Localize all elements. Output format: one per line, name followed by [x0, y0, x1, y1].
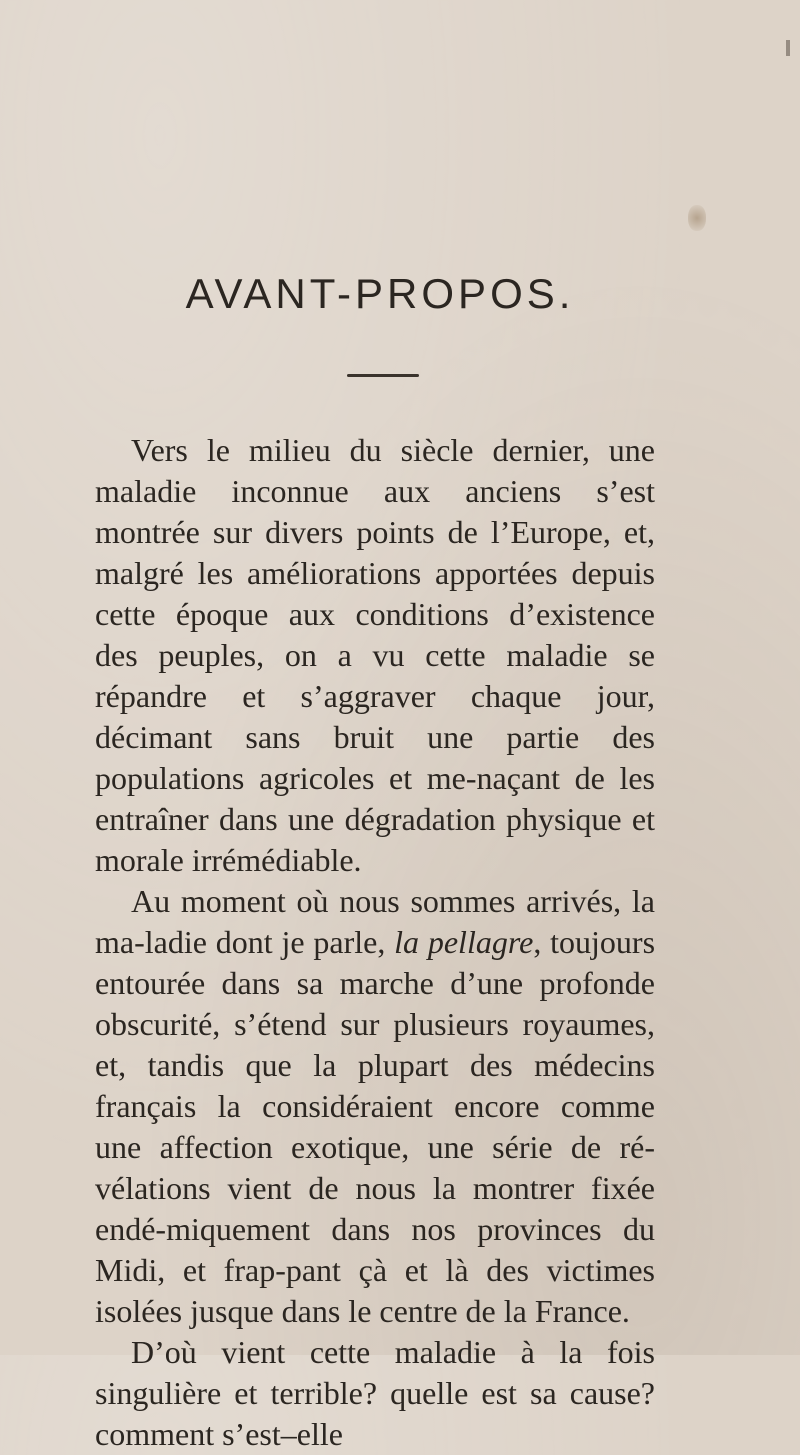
paragraph-2-text-start: Au moment où nous sommes arrivés, la ma-ladie dont je parle,	[95, 883, 655, 960]
paragraph-2-text-end: , toujours entourée dans sa marche d’une profonde obscurité, s’étend sur plusieurs royaumes, et, tandis que la plupart des médecins français la considéraient encore comme une affection exotique, une série de ré-vélations vient de nous la montrer fixée endé-miquement dans nos provinces du Midi, et frap-pant çà et là des victimes isolées jusque dans le centre de la France.	[95, 924, 656, 1329]
title-divider	[347, 374, 419, 377]
paragraph-1-text: Vers le milieu du siècle dernier, une maladie inconnue aux anciens s’est montrée sur divers points de l’Europe, et, malgré les améliorations apportées depuis cette époque aux conditions d’existence des peuples, on a vu cette maladie se répandre et s’aggraver chaque jour, décimant sans bruit une partie des populations agricoles et me-naçant de les entraîner dans une dégradation physique et morale irrémédiable.	[95, 432, 655, 878]
paragraph-3	[95, 1332, 655, 1455]
paragraph-1	[95, 430, 655, 881]
body-text	[95, 430, 655, 1455]
page-edge-mark	[786, 40, 790, 56]
paper-stain	[688, 205, 706, 231]
page-title: AVANT-PROPOS.	[185, 270, 575, 317]
paragraph-2	[95, 881, 655, 1332]
paragraph-3-text: D’où vient cette maladie à la fois singulière et terrible? quelle est sa cause? comment s’est–elle	[95, 1334, 655, 1452]
paragraph-2-italic-term: la pellagre	[394, 924, 534, 960]
